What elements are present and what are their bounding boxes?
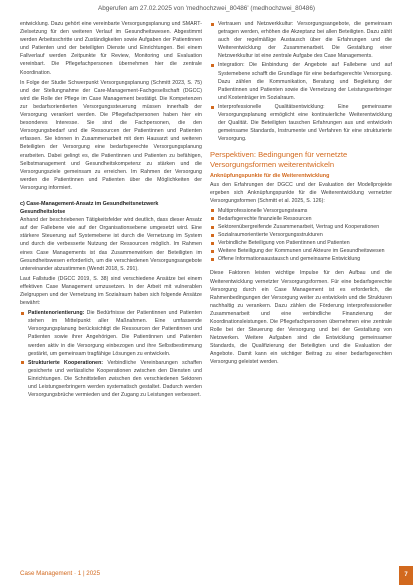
section-title: Perspektiven: Bedingungen für vernetzte Versorgungsformen weiterentwickeln	[210, 150, 348, 170]
journal-footer: Case Management · 1 | 2025	[20, 570, 101, 577]
paragraph: Diese Faktoren leisten wichtige Impulse für den Aufbau und die Weiterentwicklung vernetzter Versorgungsformen. Für eine bedarfsgerechte Versorgung durch ein Case Management ist es erforderlich, die Rahmenbedingungen der Versorgung weiter zu entwickeln und die Strukturen nachhaltig zu verankern. Dazu zählen die Förderung interprofessioneller Zusammenarbeit und eine verbindliche Finanzierung der Koordinationsleistungen. Die Pflegefachpersonen übernehmen eine zentrale Rolle bei der Steuerung der Versorgung und bei der Gestaltung von Netzwerken. Weitere Aufgaben sind die Entwicklung gemeinsamer Standards, die Qualifizierung der Beteiligten und die Evaluation der Angebote. Damit kann ein wichtiger Beitrag zu einer bedarfsgerechten Versorgung geleistet werden.	[210, 270, 392, 366]
list-item: Multiprofessionelle Versorgungsteams	[210, 207, 392, 215]
list-item: Sozialraumorientierte Versorgungsstrukturen	[210, 231, 392, 239]
subsection-heading: Anknüpfungspunkte für die Weiterentwicklung	[210, 173, 330, 180]
list-item-text: Vertrauen und Netzwerkkultur: Versorgungsangebote, die gemeinsam getragen werden, erhöhen die Akzeptanz bei allen Beteiligten. Dazu zählt auch der regelmäßige Austausch über die Erfahrungen und die Weiterentwicklung der Zusammenarbeit. Die Gestaltung einer Netzwerkkultur ist eine zentrale Aufgabe des Case Managements.	[218, 21, 392, 60]
left-column	[20, 20, 202, 562]
list-item: Sektorenübergreifende Zusammenarbeit, Vertrag und Kooperationen	[210, 223, 392, 231]
list-item	[210, 103, 392, 143]
subsection-heading: c) Case-Management-Ansatz im Gesundheitsnetzwerk Gesundheitslotse	[20, 200, 159, 216]
paragraph: entwicklung. Dazu gehört eine vereinbarte Versorgungsplanung und SMART-Zielsetzung für den weiteren Verlauf im Gesundheitswesen. Abgestimmt werden Arbeitsschritte und Zuständigkeiten sowie Aufgaben der Patientinnen und Patienten und der beteiligten Dienste und Einrichtungen. Bei einem Fallverlauf werden Zeitpunkte für Review, Monitoring und Evaluation vereinbart. Die Pflegefachpersonen übernehmen hier die zentrale Koordination.	[20, 21, 202, 76]
list-item: Weitere Beteiligung der Kommunen und Akteure im Gesundheitswesen	[210, 247, 392, 255]
list-item	[20, 309, 202, 358]
list-item-text: Interprofessionelle Qualitätsentwicklung: Eine gemeinsame Versorgungsplanung ermöglicht eine kontinuierliche Weiterentwicklung der Qualität. Die Beteiligten tauschen Erfahrungen aus und entwickeln gemeinsame Standards, Instrumente und Verfahren für eine strukturierte Versorgung.	[218, 103, 392, 143]
list-item-lead: Patientenorientierung:	[28, 310, 85, 317]
bullet-list	[210, 20, 392, 143]
right-column	[210, 20, 392, 562]
list-item	[20, 359, 202, 399]
paragraph: Aus den Erfahrungen der DGCC und der Evaluation der Modellprojekte ergeben sich Anknüpfungspunkte für die Weiterentwicklung vernetzter Versorgungsformen (Schmitt et al. 2025, S. 126):	[210, 181, 392, 204]
page-number-badge: 7	[399, 566, 413, 585]
list-item-lead: Strukturierte Kooperationen:	[28, 359, 104, 366]
list-item	[210, 61, 392, 101]
list-item	[210, 20, 392, 60]
list-item-text: Die Bedürfnisse der Patientinnen und Patienten stehen im Mittelpunkt aller Maßnahmen. Eine umfassende Versorgungsplanung berücksichtigt die Ressourcen der Patientinnen und Patienten sowie ihrer Angehörigen. Die Patientinnen und Patienten werden aktiv in die Versorgung einbezogen und ihre Selbstbestimmung gestärkt, um gemeinsam tragfähige Lösungen zu entwickeln.	[28, 310, 202, 357]
paragraph: In Folge der Studie Schwerpunkt Versorgungsplanung (Schmitt 2023, S. 75) und der Stellungnahme der Care-Management-Fachgesellschaft (DGCC) wird die Rolle der Pflege im Case Management bestätigt. Die Kompetenzen zur bedarfsorientierten Versorgungssteuerung müssen innerhalb der Versorgung verankert werden. Die Pflegefachpersonen haben hier ein besonderes Interesse. Sie sind die Fachpersonen, die den Versorgungsbedarf und die Ressourcen der Patientinnen und Patienten erfassen. Sie können in Zusammenarbeit mit dem Hausarzt und weiteren Beteiligten der Versorgung eine bedarfsgerechte Versorgungsplanung erarbeiten. Dabei gelingt es, die Patientinnen und Patienten zu befähigen, Selbstmanagement und Gesundheitskompetenz zu stärken und die Versorgungsziele gemeinsam zu erreichen. Im Rahmen der Versorgung werden die Patientinnen und Patienten über die Möglichkeiten der Versorgung informiert.	[20, 79, 202, 191]
list-item: Bedarfsgerechte finanzielle Ressourcen	[210, 215, 392, 223]
list-item-text: Verbindliche Vereinbarungen schaffen gesicherte und verlässliche Kooperationen zwischen den Diensten und Einrichtungen. Die Schnittstellen zwischen den verschiedenen Sektoren und Leistungserbringern werden systematisch gestaltet. Dadurch werden Versorgungsbrüche vermieden und der Zugang zu Leistungen verbessert.	[28, 359, 202, 399]
list-item: Verbindliche Beteiligung von Patientinnen und Patienten	[210, 239, 392, 247]
list-item: Offene Informationsaustausch und gemeinsame Entwicklung	[210, 255, 392, 263]
download-header: Abgerufen am 27.02.2025 von 'medhochzwei_80486' (medhochzwei_80486)	[97, 5, 316, 12]
list-item-text: Integration: Die Einbindung der Angebote auf Fallebene und auf Systemebene schafft die Grundlage für eine bedarfsgerechte Versorgung. Dazu zählen die Kommunikation, Beratung und Begleitung der Patientinnen und Patienten sowie die Vernetzung der Leistungserbringer und Kostenträger im Sozialraum.	[218, 62, 392, 101]
bullet-list	[20, 309, 202, 399]
paragraph: Anhand der beschriebenen Tätigkeitsfelder wird deutlich, dass dieser Ansatz auf der Fallebene wie auf der Organisationsebene umgesetzt wird. Eine stärkere Steuerung auf Systemebene ist durch die Vernetzung im System und durch die verbesserte Nutzung der Ressourcen möglich. Im Rahmen eines Case Managements ist das Zusammenwirken der Beteiligten im Gesundheitswesen erforderlich, um die verschiedenen Versorgungsangebote untereinander abzustimmen (Wendt 2018, S. 291).	[20, 217, 202, 272]
paragraph: Laut Fallstudie (DGCC 2019, S. 38) sind verschiedene Ansätze bei einem effektiven Case Management umzusetzen. In der Arbeit mit vulnerablen Zielgruppen und der Vernetzung im Sozialraum haben sich folgende Ansätze bewährt:	[20, 275, 202, 307]
bullet-list	[210, 207, 392, 264]
